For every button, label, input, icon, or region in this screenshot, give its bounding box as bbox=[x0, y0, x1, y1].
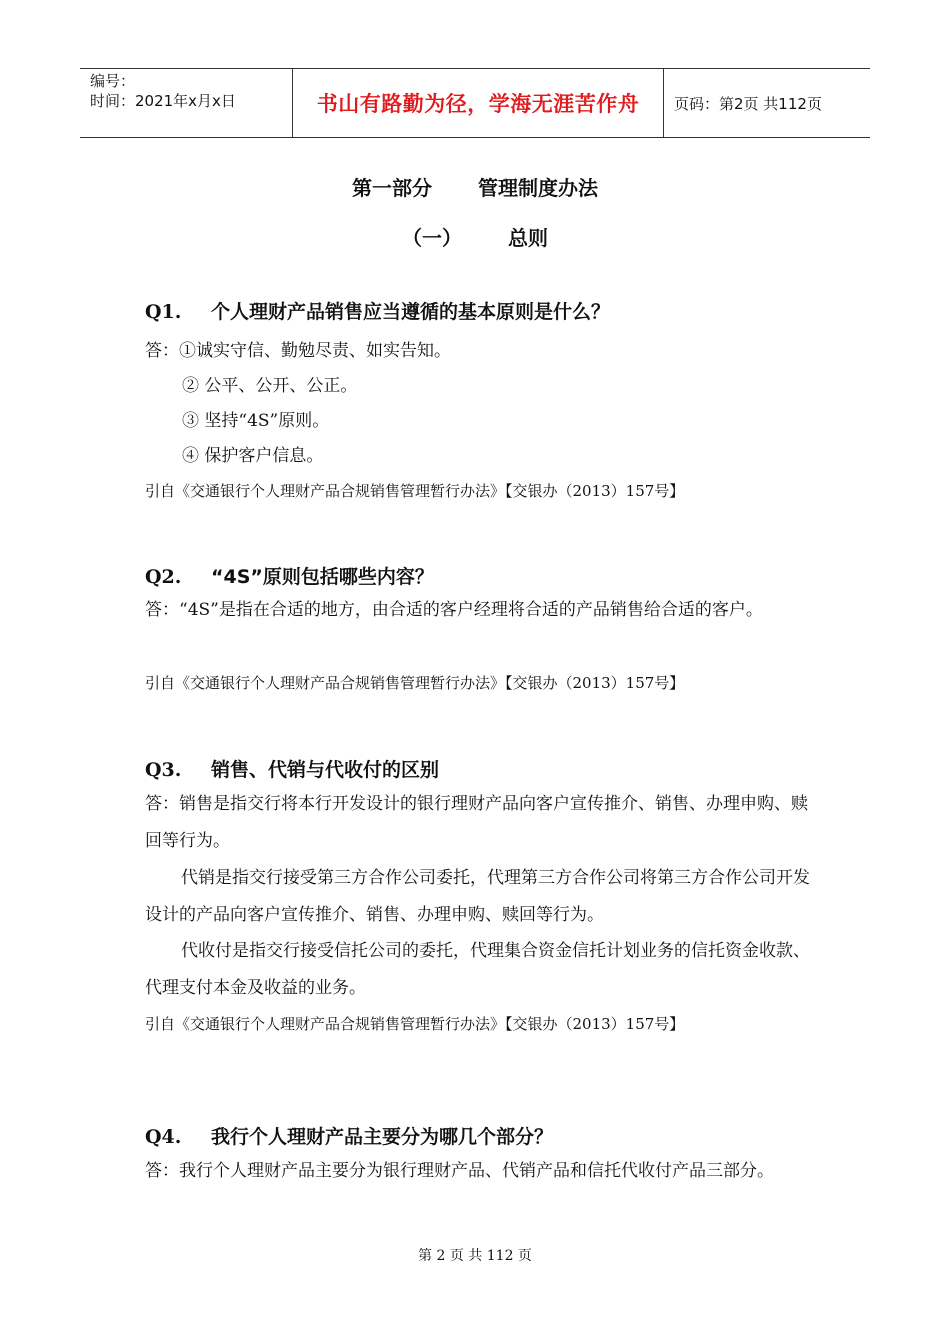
citation: 引自《交通银行个人理财产品合规销售管理暂行办法》【交银办（2013）157号】 bbox=[145, 1015, 685, 1033]
header-motto: 书山有路勤为径，学海无涯苦作舟 bbox=[316, 91, 640, 116]
part-title-name: 管理制度办法 bbox=[478, 176, 598, 200]
citation: 引自《交通银行个人理财产品合规销售管理暂行办法》【交银办（2013）157号】 bbox=[145, 674, 685, 692]
part-title-part: 第一部分 bbox=[352, 176, 432, 200]
header-number: 编号： bbox=[90, 72, 136, 90]
question-title: “4S”原则包括哪些内容？ bbox=[211, 566, 434, 588]
header-page-info: 页码：第2页 共112页 bbox=[674, 94, 822, 113]
question-number: Q1. bbox=[145, 301, 182, 323]
answer-paragraph-text: 代收付是指交行接受信托公司的委托，代理集合资金信托计划业务的信托资金收款、代理支付本金及收益的业务。 bbox=[145, 941, 810, 998]
page-footer: 第 2 页 共 112 页 bbox=[418, 1248, 532, 1264]
question-number: Q2. bbox=[145, 566, 182, 588]
header-motto-cell bbox=[292, 69, 664, 137]
answer-paragraph: 答：我行个人理财产品主要分为银行理财产品、代销产品和信托代收付产品三部分。 bbox=[145, 1161, 774, 1181]
question-title: 销售、代销与代收付的区别 bbox=[211, 759, 440, 781]
question-heading bbox=[145, 1122, 553, 1149]
answer-paragraph bbox=[145, 933, 810, 1007]
page-header bbox=[80, 68, 870, 138]
answer-line: ③ 坚持“4S”原则。 bbox=[182, 411, 330, 431]
answer-paragraph: 答：“4S”是指在合适的地方，由合适的客户经理将合适的产品销售给合适的客户。 bbox=[145, 600, 763, 620]
answer-paragraph bbox=[145, 860, 810, 934]
question-heading bbox=[145, 297, 610, 324]
section-title bbox=[0, 222, 950, 251]
question-heading bbox=[145, 562, 434, 589]
answer-line: 答：①诚实守信、勤勉尽责、如实告知。 bbox=[145, 341, 451, 361]
section-title-name: 总则 bbox=[508, 226, 548, 250]
question-title: 我行个人理财产品主要分为哪几个部分？ bbox=[211, 1126, 554, 1148]
part-title bbox=[0, 172, 950, 201]
answer-line: ④ 保护客户信息。 bbox=[182, 446, 324, 466]
header-meta bbox=[80, 69, 292, 137]
header-date: 时间：2021年x月x日 bbox=[90, 92, 236, 110]
question-heading bbox=[145, 755, 439, 782]
question-title: 个人理财产品销售应当遵循的基本原则是什么？ bbox=[211, 301, 611, 323]
answer-paragraph: 答：销售是指交行将本行开发设计的银行理财产品向客户宣传推介、销售、办理申购、赎回等行为。 bbox=[145, 794, 808, 851]
answer-paragraph-text: 代销是指交行接受第三方合作公司委托，代理第三方合作公司将第三方合作公司开发设计的产品向客户宣传推介、销售、办理申购、赎回等行为。 bbox=[145, 868, 810, 925]
citation: 引自《交通银行个人理财产品合规销售管理暂行办法》【交银办（2013）157号】 bbox=[145, 482, 685, 500]
question-number: Q3. bbox=[145, 759, 182, 781]
question-number: Q4. bbox=[145, 1126, 182, 1148]
answer-line: ② 公平、公开、公正。 bbox=[182, 376, 358, 396]
section-title-num: （一） bbox=[402, 226, 462, 250]
